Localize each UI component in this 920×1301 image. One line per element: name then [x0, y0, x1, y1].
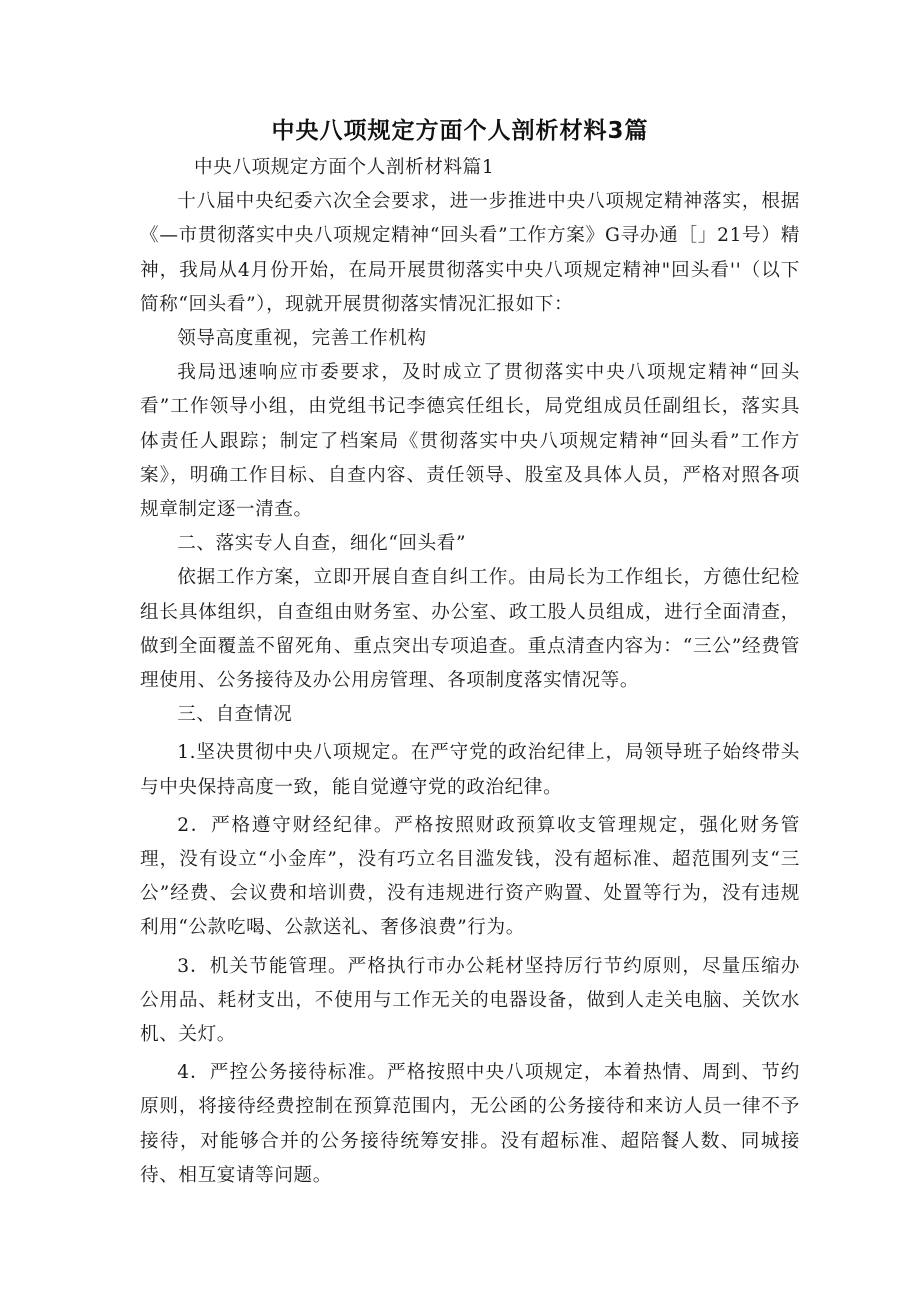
paragraph-item-4: 4．严控公务接待标准。严格按照中央八项规定，本着热情、周到、节约原则，将接待经费控制在预算范围内，无公函的公务接待和来访人员一律不予接待，对能够合并的公务接待统筹安排。没有超标准、超陪餐人数、同城接待、相互宴请等问题。 [140, 1062, 800, 1186]
document-title: 中央八项规定方面个人剖析材料3篇 [271, 118, 649, 144]
paragraph-item-3: 3．机关节能管理。严格执行市办公耗材坚持厉行节约原则，尽量压缩办公用品、耗材支出，不使用与工作无关的电器设备，做到人走关电脑、关饮水机、关灯。 [140, 955, 800, 1046]
paragraph-item-2: 2．严格遵守财经纪律。严格按照财政预算收支管理规定，强化财务管理，没有设立“小金库”，没有巧立名目滥发钱，没有超标准、超范围列支“三公”经费、会议费和培训费，没有违规进行资产购置、处置等行为，没有违规利用“公款吃喝、公款送礼、奢侈浪费”行为。 [140, 814, 800, 939]
paragraph-intro: 十八届中央纪委六次全会要求，进一步推进中央八项规定精神落实，根据《—市贯彻落实中央八项规定精神“回头看”工作方案》G寻办通［」21号）精神，我局从4月份开始，在局开展贯彻落实中央八项规定精神"回头看''（以下简称“回头看”），现就开展贯彻落实情况汇报如下： [140, 191, 800, 315]
document-body [140, 151, 800, 1193]
paragraph-leadership: 我局迅速响应市委要求，及时成立了贯彻落实中央八项规定精神“回头看”工作领导小组，由党组书记李德宾任组长，局党组成员任副组长，落实具体责任人跟踪；制定了档案局《贯彻落实中央八项规定精神“回头看”工作方案》，明确工作目标、自查内容、责任领导、股室及具体人员，严格对照各项规章制定逐一清查。 [140, 362, 800, 521]
heading-inspection-status: 三、自查情况 [177, 704, 293, 726]
paragraph-self-inspection: 依据工作方案，立即开展自查自纠工作。由局长为工作组长，方德仕纪检组长具体组织，自查组由财务室、办公室、政工股人员组成，进行全面清查，做到全面覆盖不留死角、重点突出专项追查。重点清查内容为：“三公”经费管理使用、公务接待及办公用房管理、各项制度落实情况等。 [140, 567, 800, 692]
heading-self-inspection: 二、落实专人自查，细化“回头看” [177, 533, 467, 555]
heading-leadership: 领导高度重视，完善工作机构 [177, 328, 427, 350]
document-subtitle: 中央八项规定方面个人剖析材料篇1 [193, 157, 495, 178]
paragraph-item-1: 1.坚决贯彻中央八项规定。在严守党的政治纪律上，局领导班子始终带头与中央保持高度一致，能自觉遵守党的政治纪律。 [140, 742, 800, 798]
